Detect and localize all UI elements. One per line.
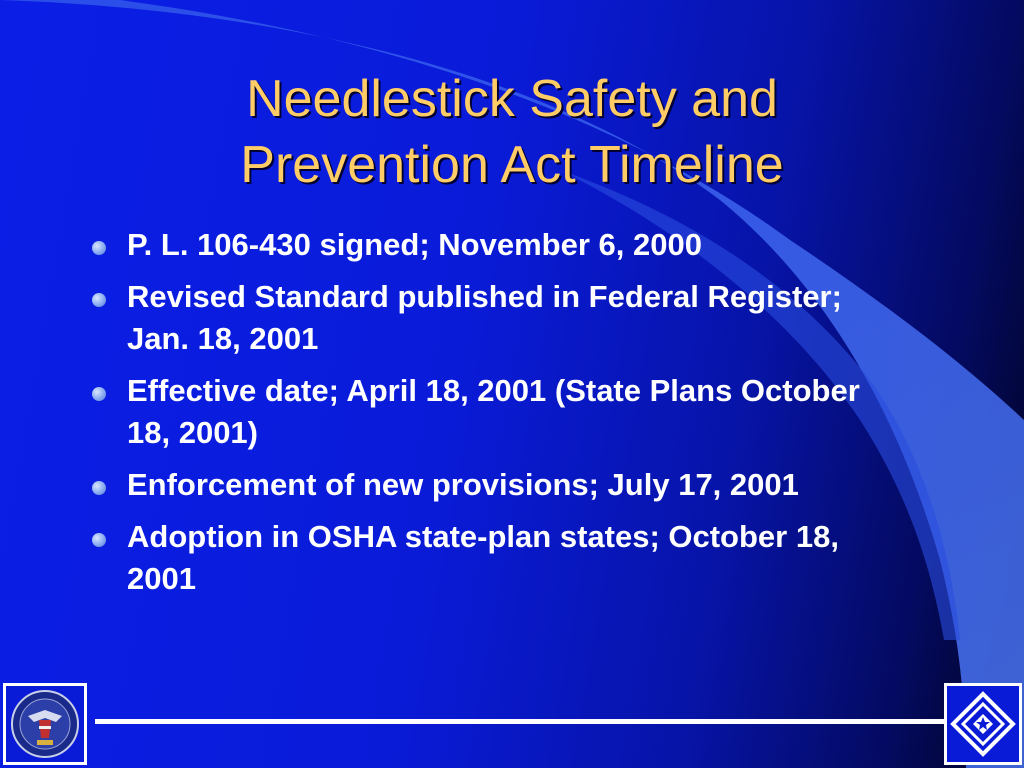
bullet-dot-icon: [92, 241, 106, 255]
bullet-item: [90, 276, 910, 360]
bullet-item: [90, 516, 910, 600]
bullet-dot-icon: [92, 481, 106, 495]
bullet-dot-icon: [92, 387, 106, 401]
dol-seal-icon: [6, 686, 84, 762]
bullet-item: [90, 224, 910, 266]
slide-title: [0, 66, 1024, 198]
bullet-dot-icon: [92, 533, 106, 547]
bullet-item: [90, 464, 910, 506]
bullet-text: Revised Standard published in Federal Register; Jan. 18, 2001: [127, 279, 842, 356]
bullet-text: Adoption in OSHA state-plan states; October 18, 2001: [127, 519, 839, 596]
bullet-text: P. L. 106-430 signed; November 6, 2000: [127, 227, 702, 262]
bullet-item: [90, 370, 910, 454]
osha-logo: [944, 683, 1022, 765]
bullet-list: [90, 224, 910, 610]
osha-diamond-icon: [947, 686, 1019, 762]
title-line-2: Prevention Act Timeline: [240, 136, 784, 194]
bullet-text: Effective date; April 18, 2001 (State Plans October 18, 2001): [127, 373, 860, 450]
footer-rule: [95, 719, 945, 724]
bullet-dot-icon: [92, 293, 106, 307]
title-line-1: Needlestick Safety and: [246, 70, 778, 128]
dol-logo: [3, 683, 87, 765]
bullet-text: Enforcement of new provisions; July 17, 2001: [127, 467, 799, 502]
